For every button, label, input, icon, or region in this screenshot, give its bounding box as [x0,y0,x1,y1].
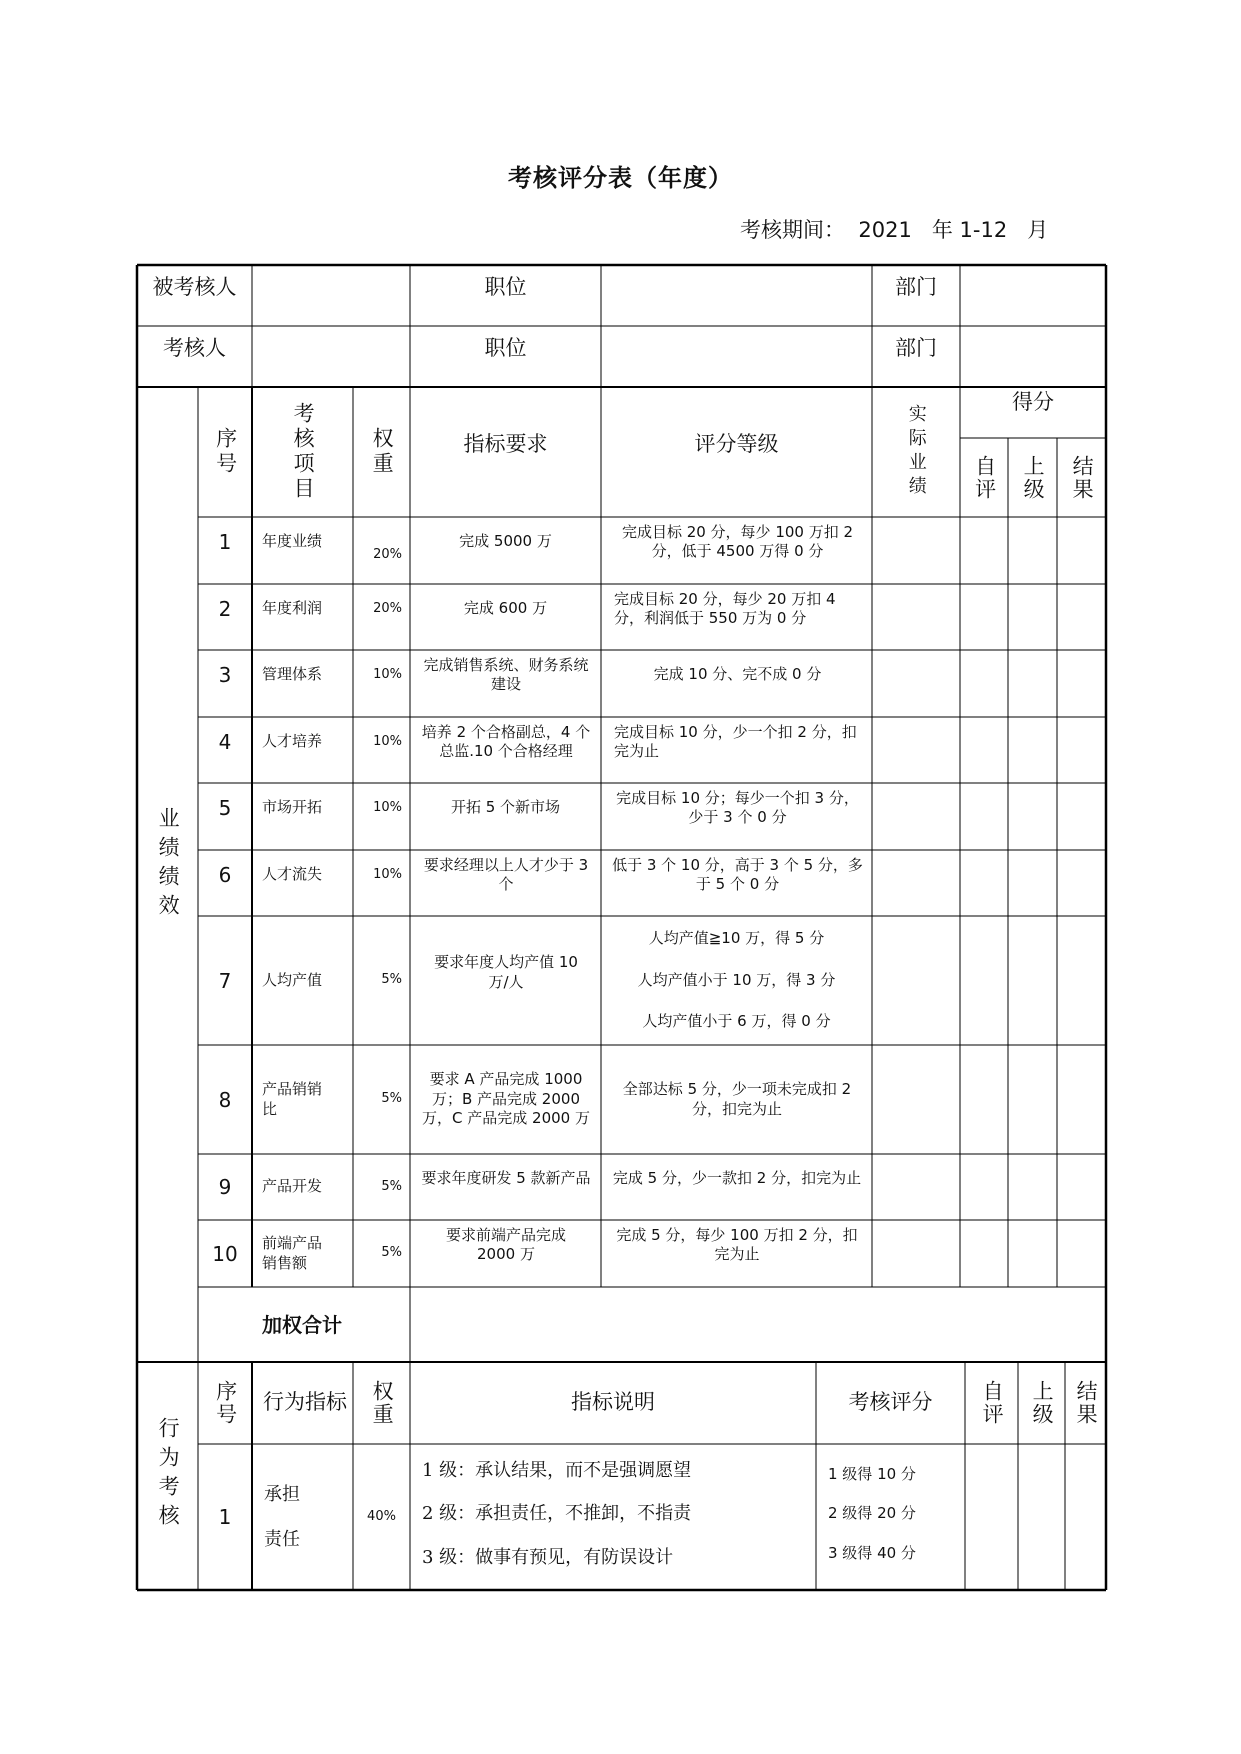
behavior-row-weight: 40% [367,1508,396,1524]
behavior-col-desc: 指标说明 [571,1390,655,1415]
behavior-col-weight: 权重 [370,1380,395,1426]
perf-row-seq: 3 [218,663,232,687]
perf-row-weight: 5% [381,1091,402,1107]
perf-col-self: 自评 [972,454,997,501]
period-year: 2021 [858,218,912,242]
assessor-position-label: 职位 [484,336,527,361]
assessor-label: 考核人 [163,336,226,361]
weighted-total-value[interactable] [410,1287,1106,1362]
perf-row-weight: 5% [381,1178,402,1194]
indicator-line: 承担 [264,1483,300,1505]
perf-row-requirement: 完成销售系统、财务系统建设 [423,655,589,693]
perf-row-weight: 20% [373,546,402,562]
perf-row-weight: 5% [381,1245,402,1261]
weighted-total-label: 加权合计 [262,1312,342,1337]
perf-row-seq: 2 [218,597,232,621]
assessee-dept-label: 部门 [895,275,937,300]
period-month-unit: 月 [1027,218,1049,242]
perf-row-item: 管理体系 [262,665,323,684]
perf-row-seq: 5 [218,796,232,820]
perf-row-grading: 完成 5 分，少一款扣 2 分，扣完为止 [612,1169,862,1188]
perf-col-actual: 实际业绩 [905,404,927,500]
perf-row-grading: 全部达标 5 分，少一项未完成扣 2 分，扣完为止 [622,1080,852,1118]
assessor-dept-value[interactable] [960,326,1106,387]
perf-row-requirement: 培养 2 个合格副总，4 个总监.10 个合格经理 [421,722,591,760]
perf-row-item: 人才培养 [262,732,323,751]
perf-row-requirement: 开拓 5 个新市场 [450,798,561,817]
perf-col-grading: 评分等级 [694,431,779,456]
perf-row-seq: 4 [218,730,232,754]
perf-row-weight: 10% [373,666,402,682]
perf-row-item: 前端产品销售额 [262,1234,323,1272]
perf-section-label: 业绩绩效 [156,807,181,923]
perf-row-weight: 5% [381,972,402,988]
perf-row-grading: 完成目标 20 分，每少 20 万扣 4 分，利润低于 550 万为 0 分 [614,589,836,627]
period-range: 1-12 [959,218,1008,242]
desc-line: 3 级：做事有预见，有防误设计 [422,1546,674,1568]
perf-row-item: 市场开拓 [262,798,323,817]
assessor-value[interactable] [252,326,410,387]
perf-row-requirement: 要求年度研发 5 款新产品 [421,1169,591,1188]
perf-row-weight: 10% [373,733,402,749]
assessee-position-value[interactable] [601,265,872,326]
assessor-position-value[interactable] [601,326,872,387]
page-title: 考核评分表（年度） [508,164,733,192]
perf-row-weight: 20% [373,600,402,616]
perf-row-grading: 完成目标 10 分，少一个扣 2 分，扣完为止 [614,722,857,760]
behavior-row-rating [828,1444,958,1584]
perf-row-grading: 完成 5 分，每少 100 万扣 2 分，扣完为止 [616,1225,858,1263]
grading-line: 人均产值小于 10 万，得 3 分 [637,970,836,989]
assessee-label: 被考核人 [152,275,237,300]
rating-line: 3 级得 40 分 [828,1543,916,1562]
perf-row-grading: 完成目标 10 分；每少一个扣 3 分，少于 3 个 0 分 [616,788,859,826]
rating-line: 1 级得 10 分 [828,1464,916,1483]
behavior-col-self: 自评 [980,1380,1005,1426]
assessee-value[interactable] [252,265,410,326]
perf-row-item: 人才流失 [262,865,323,884]
assessor-dept-label: 部门 [895,336,937,361]
perf-row-weight: 10% [373,799,402,815]
behavior-col-result: 结果 [1074,1380,1099,1426]
grading-line: 人均产值小于 6 万，得 0 分 [642,1012,831,1031]
perf-col-result: 结果 [1070,454,1095,501]
perf-row-seq: 10 [212,1241,238,1266]
perf-col-requirement: 指标要求 [463,431,548,456]
perf-row-seq: 1 [218,530,232,554]
desc-line: 2 级：承担责任，不推卸，不指责 [422,1503,692,1525]
perf-row-weight: 10% [373,866,402,882]
perf-row-item: 产品开发 [262,1177,323,1196]
perf-row-seq: 6 [218,863,232,887]
perf-row-requirement: 要求前端产品完成 2000 万 [445,1225,566,1263]
perf-row-grading: 低于 3 个 10 分，高于 3 个 5 分，多于 5 个 0 分 [612,855,863,893]
behavior-row-desc [422,1444,812,1584]
perf-row-requirement: 要求 A 产品完成 1000 万；B 产品完成 2000 万，C 产品完成 2000 万 [422,1070,590,1128]
perf-row-item: 年度利润 [262,599,323,618]
desc-line: 1 级：承认结果，而不是强调愿望 [422,1459,692,1481]
period-year-unit: 年 [931,218,953,242]
behavior-col-superior: 上级 [1030,1380,1055,1426]
behavior-col-rating: 考核评分 [848,1390,933,1415]
perf-row-requirement: 完成 600 万 [463,599,548,618]
perf-row-requirement: 要求经理以上人才少于 3 个 [423,855,589,893]
behavior-col-seq: 序号 [213,1380,238,1426]
perf-row-grading: 完成目标 20 分，每少 100 万扣 2 分，低于 4500 万得 0 分 [621,522,854,560]
assessee-dept-value[interactable] [960,265,1106,326]
perf-row-requirement: 完成 5000 万 [459,532,552,551]
perf-col-seq: 序号 [213,427,238,477]
period-label: 考核期间： [740,218,845,242]
perf-row-grading: 完成 10 分、完不成 0 分 [653,665,822,684]
perf-col-superior: 上级 [1021,454,1046,501]
rating-line: 2 级得 20 分 [828,1504,916,1523]
perf-row-seq: 7 [218,968,232,993]
perf-row-grading [601,916,872,1045]
perf-row-item: 产品销销比 [262,1080,323,1118]
indicator-line: 责任 [264,1529,300,1550]
behavior-row-seq: 1 [218,1505,232,1529]
perf-col-item: 考核项目 [291,402,316,502]
perf-col-weight: 权重 [370,427,395,477]
perf-row-item: 年度业绩 [262,532,323,551]
perf-row-seq: 8 [218,1087,232,1112]
assessee-position-label: 职位 [484,275,527,300]
perf-row-requirement: 要求年度人均产值 10 万/人 [434,953,578,991]
perf-row-item: 人均产值 [262,970,323,989]
behavior-col-indicator: 行为指标 [263,1390,347,1415]
behavior-section-label: 行为考核 [156,1417,181,1533]
grading-line: 人均产值≧10 万，得 5 分 [648,929,825,948]
perf-col-score: 得分 [1012,390,1054,415]
behavior-row-indicator [264,1444,348,1590]
perf-row-seq: 9 [218,1175,232,1199]
